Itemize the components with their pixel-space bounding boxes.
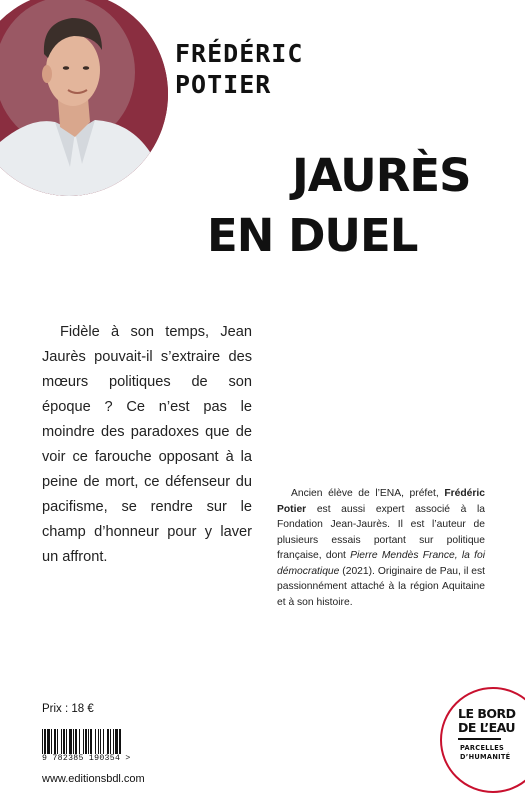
bio-book-title: Pierre Mendès France, la foi démocratique [277, 550, 485, 577]
logo-divider [458, 738, 501, 740]
publisher-name-line2: DE L’EAU [458, 720, 516, 735]
isbn-number: 9 782385 190354 > [42, 754, 131, 763]
publisher-name-line1: LE BORD [458, 706, 516, 721]
isbn-barcode [42, 729, 152, 763]
author-name [175, 38, 303, 100]
barcode-icon [42, 729, 150, 754]
author-last-name: POTIER [175, 70, 272, 99]
price-label: Prix : 18 € [42, 703, 94, 715]
author-bio [277, 486, 485, 610]
bio-part1: Ancien élève de l’ENA, préfet, [291, 488, 445, 500]
bio-author-name: Frédéric Potier [277, 488, 485, 515]
back-cover-blurb: Fidèle à son temps, Jean Jaurès pouvait-il s’extraire des mœurs politiques de son époque ? Ce n’est pas le moindre des paradoxes que de voir ce farouche opposant à la peine de mort, ce défenseur du pacifisme, se rendre sur le champ d’honneur pour y laver un affront. [42, 323, 252, 565]
author-first-name: FRÉDÉRIC [175, 39, 304, 68]
publisher-website: www.editionsbdl.com [42, 773, 145, 785]
collection-line1: PARCELLES [460, 744, 505, 752]
collection-line2: D’HUMANITÉ [460, 752, 511, 761]
book-title-line1: JAURÈS [292, 149, 471, 202]
book-title-line2: EN DUEL [207, 209, 418, 262]
bio-part2: est aussi expert associé à la Fondation Jean-Jaurès. Il est l’auteur de plusieurs essais portant sur politique française, dont [277, 503, 485, 562]
author-portrait [0, 0, 168, 196]
publisher-logo [440, 687, 525, 793]
author-photo [0, 0, 168, 196]
publisher-name [458, 707, 516, 735]
bio-part3: (2021). Originaire de Pau, il est passionnément attaché à la région Aquitaine et à son histoire. [277, 565, 485, 608]
book-title [207, 146, 482, 266]
collection-name [460, 744, 511, 761]
